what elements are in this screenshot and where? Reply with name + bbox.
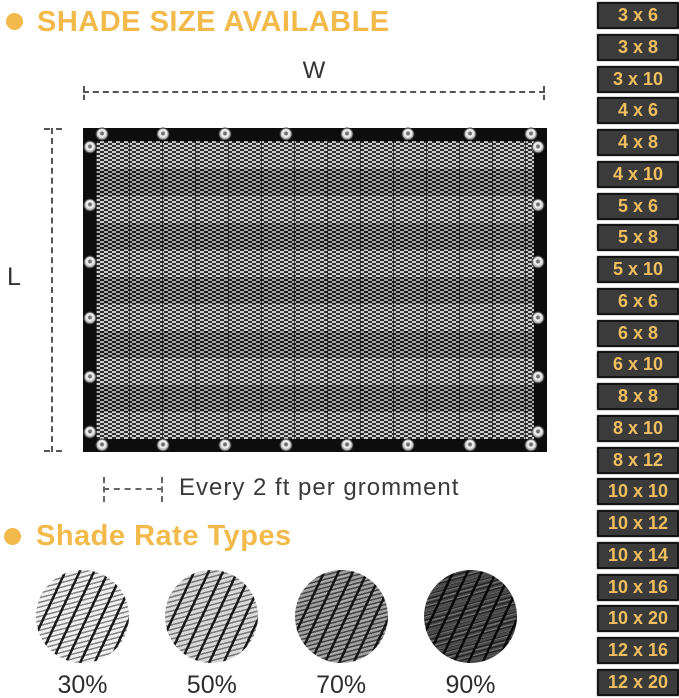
size-option-box: 5 x 8 — [597, 224, 679, 251]
grommet-icon — [83, 311, 96, 324]
shade-net-diagram — [83, 128, 547, 452]
grommet-icon — [524, 438, 537, 451]
grommet-icon — [463, 128, 476, 141]
size-option-box: 10 x 20 — [597, 605, 679, 632]
shade-rate-label: 30% — [57, 671, 108, 698]
grommet-icon — [157, 438, 170, 451]
shade-rate-item — [424, 570, 517, 698]
shade-rate-item — [165, 570, 258, 698]
size-option-box: 10 x 12 — [597, 510, 679, 537]
grommet-icon — [83, 256, 96, 269]
grommet-icon — [83, 425, 96, 438]
mesh-swatch-icon — [295, 570, 388, 663]
shade-rate-label: 90% — [445, 671, 496, 698]
shade-rate-item — [36, 570, 129, 698]
grommet-icon — [279, 438, 292, 451]
bullet-icon — [4, 528, 21, 545]
grommet-icon — [532, 141, 545, 154]
grommet-icon — [532, 199, 545, 212]
mesh-texture — [96, 141, 534, 439]
grommet-icon — [83, 371, 96, 384]
size-option-box: 12 x 20 — [597, 669, 679, 696]
grommet-icon — [96, 128, 109, 141]
shade-rate-heading: Shade Rate Types — [36, 520, 292, 552]
grommet-icon — [402, 128, 415, 141]
grommet-icon — [83, 199, 96, 212]
width-dimension-label: W — [302, 57, 326, 84]
bullet-icon — [6, 13, 23, 30]
mesh-swatch-icon — [36, 570, 129, 663]
grommet-icon — [532, 425, 545, 438]
size-option-box: 5 x 10 — [597, 256, 679, 283]
size-option-box: 10 x 16 — [597, 574, 679, 601]
size-option-box: 6 x 8 — [597, 320, 679, 347]
shade-rate-row — [36, 570, 517, 698]
size-option-box: 12 x 16 — [597, 637, 679, 664]
size-option-box: 4 x 10 — [597, 161, 679, 188]
grommet-icon — [341, 438, 354, 451]
mesh-swatch-icon — [165, 570, 258, 663]
length-dimension-line — [51, 128, 53, 452]
grommet-note-text: Every 2 ft per gromment — [179, 474, 460, 501]
grommet-icon — [218, 128, 231, 141]
size-option-box: 8 x 10 — [597, 415, 679, 442]
size-list — [597, 0, 679, 698]
width-dimension-line — [83, 91, 545, 93]
shade-size-heading: SHADE SIZE AVAILABLE — [37, 6, 390, 38]
grommet-icon — [279, 128, 292, 141]
grommet-icon — [532, 256, 545, 269]
grommet-icon — [157, 128, 170, 141]
grommet-icon — [532, 371, 545, 384]
shade-rate-label: 50% — [186, 671, 237, 698]
grommet-icon — [341, 128, 354, 141]
size-option-box: 6 x 6 — [597, 288, 679, 315]
grommet-icon — [83, 141, 96, 154]
grommet-icon — [532, 311, 545, 324]
grommet-icon — [402, 438, 415, 451]
size-option-box: 3 x 10 — [597, 66, 679, 93]
size-option-box: 8 x 12 — [597, 447, 679, 474]
size-option-box: 6 x 10 — [597, 351, 679, 378]
size-option-box: 3 x 6 — [597, 2, 679, 29]
size-option-box: 5 x 6 — [597, 193, 679, 220]
shade-rate-label: 70% — [316, 671, 367, 698]
mesh-swatch-icon — [424, 570, 517, 663]
size-option-box: 10 x 14 — [597, 542, 679, 569]
length-dimension-label: L — [7, 263, 21, 291]
grommet-spacing-bracket — [103, 477, 163, 502]
grommet-icon — [463, 438, 476, 451]
size-option-box: 3 x 8 — [597, 34, 679, 61]
shade-rate-item — [295, 570, 388, 698]
grommet-icon — [218, 438, 231, 451]
grommet-icon — [524, 128, 537, 141]
size-option-box: 4 x 6 — [597, 97, 679, 124]
grommet-icon — [96, 438, 109, 451]
size-option-box: 10 x 10 — [597, 478, 679, 505]
size-option-box: 4 x 8 — [597, 129, 679, 156]
size-option-box: 8 x 8 — [597, 383, 679, 410]
